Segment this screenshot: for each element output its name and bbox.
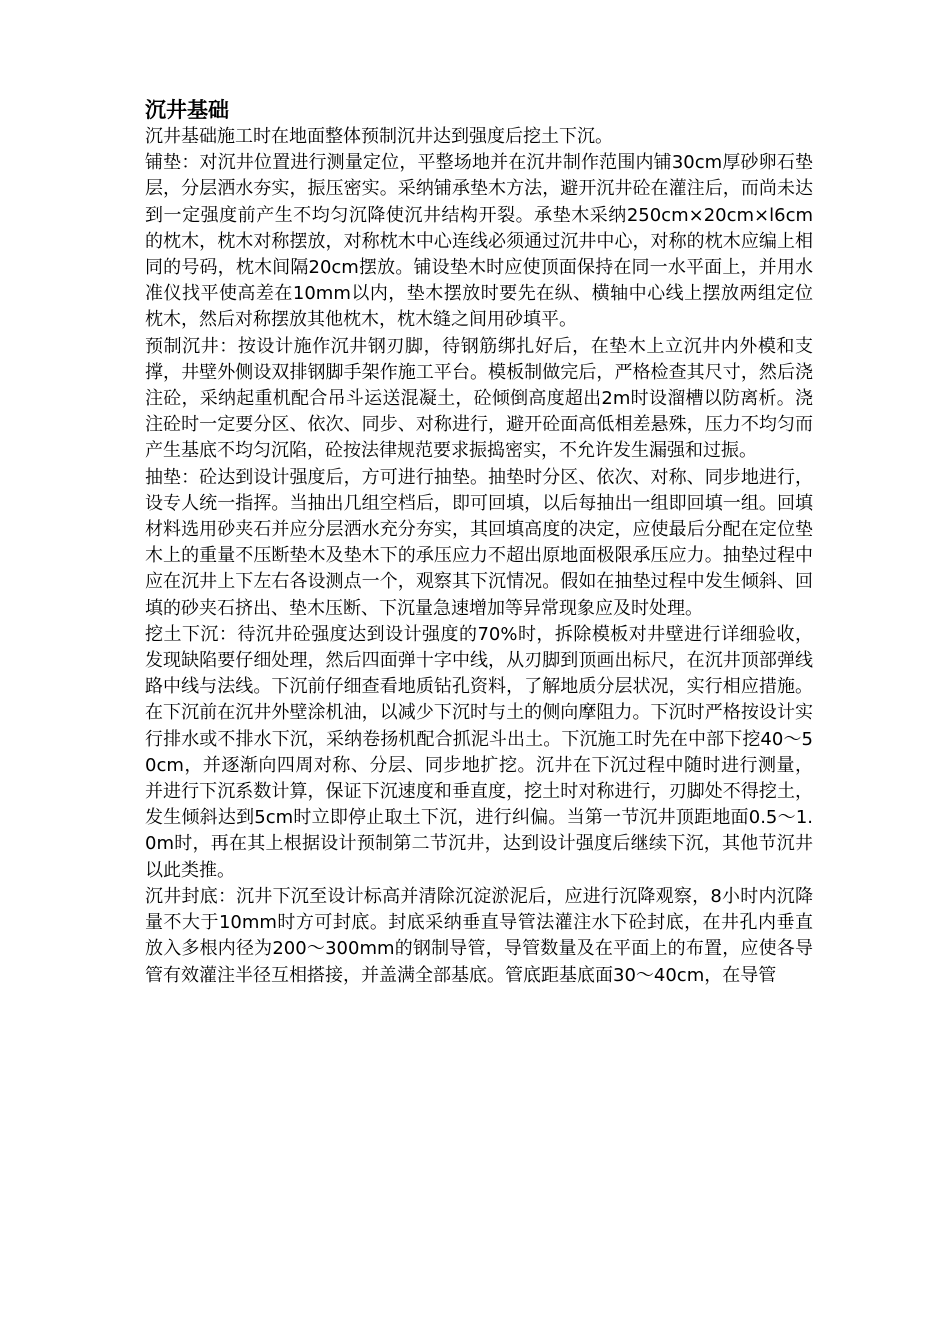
paragraph-remove-sleepers: 抽垫：砼达到设计强度后，方可进行抽垫。抽垫时分区、依次、对称、同步地进行，设专人统一指挥。当抽出几组空档后，即可回填，以后每抽出一组即回填一组。回填材料选用砂夹石并应分层洒水充分夯实，其回填高度的决定，应使最后分配在定位垫木上的重量不压断垫木及垫木下的承压应力不超出原地面极限承压应力。抽垫过程中应在沉井上下左右各设测点一个，观察其下沉情况。假如在抽垫过程中发生倾斜、回填的砂夹石挤出、垫木压断、下沉量急速增加等异常现象应及时处理。 — [145, 466, 813, 619]
paragraph-precast-caisson: 预制沉井：按设计施作沉井钢刃脚，待钢筋绑扎好后，在垫木上立沉井内外模和支撑，井壁外侧设双排钢脚手架作施工平台。模板制做完后，严格检查其尺寸，然后浇注砼，采纳起重机配合吊斗运送混凝土，砼倾倒高度超出2m时设溜槽以防离析。浇注砼时一定要分区、依次、同步、对称进行，避开砼面高低相差悬殊，压力不均匀而产生基底不均匀沉陷，砼按法律规范要求振捣密实，不允许发生漏强和过振。 — [145, 335, 813, 462]
paragraph-intro: 沉井基础施工时在地面整体预制沉井达到强度后挖土下沉。 — [145, 126, 613, 147]
document-page — [145, 96, 813, 989]
document-title: 沉井基础 — [145, 98, 229, 122]
paragraph-bedding: 铺垫：对沉井位置进行测量定位，平整场地并在沉井制作范围内铺30cm厚砂卵石垫层，分层洒水夯实，振压密实。采纳铺承垫木方法，避开沉井砼在灌注后，而尚未达到一定强度前产生不均匀沉降使沉井结构开裂。承垫木采纳250cm×20cm×l6cm的枕木，枕木对称摆放，对称枕木中心连线必须通过沉井中心，对称的枕木应编上相同的号码，枕木间隔20cm摆放。铺设垫木时应使顶面保持在同一水平面上，并用水准仪找平使高差在10mm以内，垫木摆放时要先在纵、横轴中心线上摆放两组定位枕木，然后对称摆放其他枕木，枕木缝之间用砂填平。 — [145, 152, 813, 331]
paragraph-excavation-sinking: 挖土下沉：待沉井砼强度达到设计强度的70%时，拆除模板对井壁进行详细验收，发现缺陷要仔细处理，然后四面弹十字中线，从刃脚到顶画出标尺，在沉井顶部弹线路中线与法线。下沉前仔细查看地质钻孔资料，了解地质分层状况，实行相应措施。在下沉前在沉井外壁涂机油，以减少下沉时与土的侧向摩阻力。下沉时严格按设计实行排水或不排水下沉，采纳卷扬机配合抓泥斗出土。下沉施工时先在中部下挖40～50cm，并逐渐向四周对称、分层、同步地扩挖。沉井在下沉过程中随时进行测量，并进行下沉系数计算，保证下沉速度和垂直度，挖土时对称进行，刃脚处不得挖土，发生倾斜达到5cm时立即停止取土下沉，进行纠偏。当第一节沉井顶距地面0.5～1.0m时，再在其上根据设计预制第二节沉井，达到设计强度后继续下沉，其他节沉井以此类推。 — [145, 623, 813, 881]
paragraph-bottom-sealing: 沉井封底：沉井下沉至设计标高并清除沉淀淤泥后，应进行沉降观察，8小时内沉降量不大于10mm时方可封底。封底采纳垂直导管法灌注水下砼封底，在井孔内垂直放入多根内径为200～300mm的钢制导管，导管数量及在平面上的布置，应使各导管有效灌注半径互相搭接，并盖满全部基底。管底距基底面30～40cm，在导管 — [145, 885, 813, 986]
